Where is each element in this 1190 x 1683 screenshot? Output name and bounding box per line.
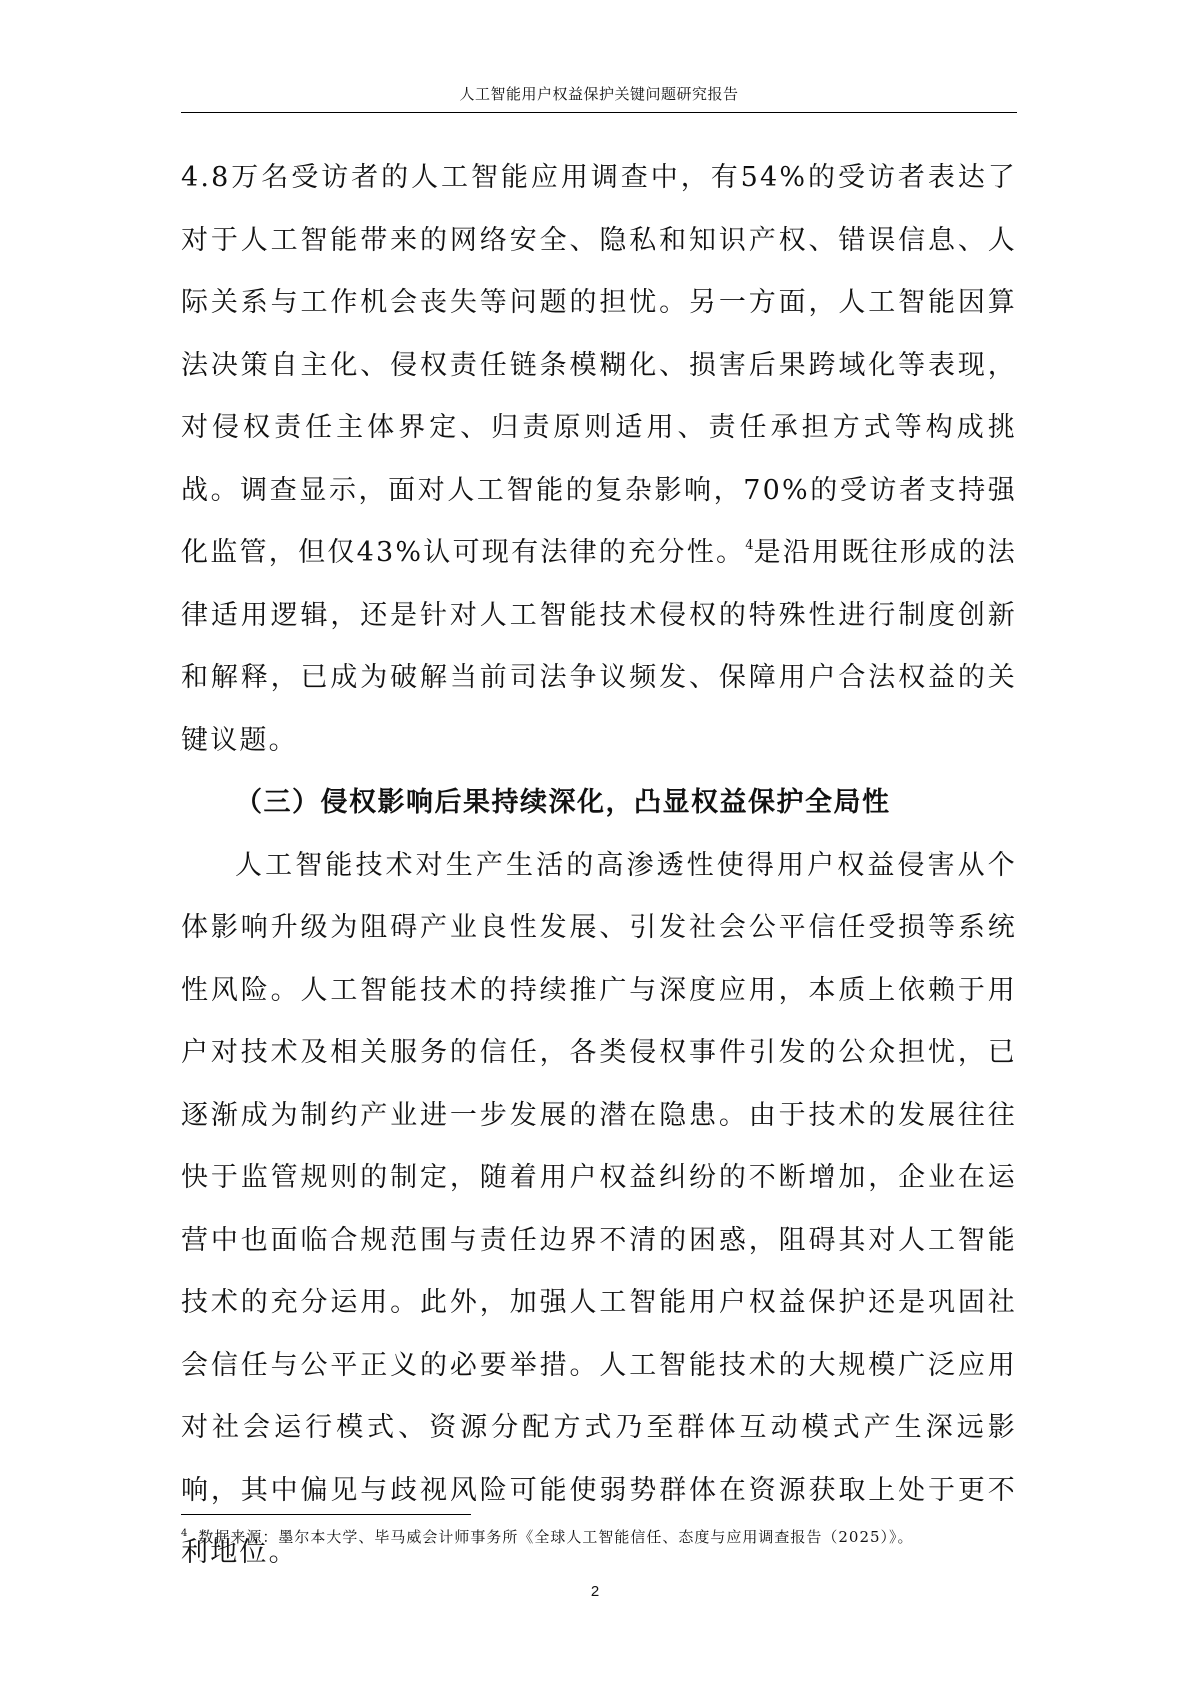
footnote-mark: 4 — [181, 1528, 189, 1539]
footnote-separator — [181, 1514, 471, 1515]
page-number: 2 — [590, 1583, 600, 1600]
body-paragraph — [181, 147, 1017, 772]
body-paragraph: 人工智能技术对生产生活的高渗透性使得用户权益侵害从个体影响升级为阻碍产业良性发展、引发社会公平信任受损等系统性风险。人工智能技术的持续推广与深度应用，本质上依赖于用户对技术及相关服务的信任，各类侵权事件引发的公众担忧，已逐渐成为制约产业进一步发展的潜在隐患。由于技术的发展往往快于监管规则的制定，随着用户权益纠纷的不断增加，企业在运营中也面临合规范围与责任边界不清的困惑，阻碍其对人工智能技术的充分运用。此外，加强人工智能用户权益保护还是巩固社会信任与公平正义的必要举措。人工智能技术的大规模广泛应用对社会运行模式、资源分配方式乃至群体互动模式产生深远影响，其中偏见与歧视风险可能使弱势群体在资源获取上处于更不利地位。 — [181, 849, 1017, 1568]
header-title: 人工智能用户权益保护关键问题研究报告 — [459, 85, 739, 103]
paragraph-text: 是沿用既往形成的法律适用逻辑，还是针对人工智能技术侵权的特殊性进行制度创新和解释，已成为破解当前司法争议频发、保障用户合法权益的关键议题。 — [181, 537, 1017, 756]
paragraph-text: 4.8万名受访者的人工智能应用调查中，有54%的受访者表达了对于人工智能带来的网络安全、隐私和知识产权、错误信息、人际关系与工作机会丧失等问题的担忧。另一方面，人工智能因算法决策自主化、侵权责任链条模糊化、损害后果跨域化等表现，对侵权责任主体界定、归责原则适用、责任承担方式等构成挑战。调查显示，面对人工智能的复杂影响，70%的受访者支持强化监管，但仅43%认可现有法律的充分性。 — [181, 162, 1017, 568]
section-heading: （三）侵权影响后果持续深化，凸显权益保护全局性 — [235, 787, 891, 818]
footnote — [181, 1526, 1017, 1548]
footnote-reference[interactable]: 4 — [745, 538, 754, 553]
page-header — [181, 84, 1017, 113]
footnote-text: 数据来源：墨尔本大学、毕马威会计师事务所《全球人工智能信任、态度与应用调查报告（2025）》。 — [198, 1528, 914, 1546]
page-content — [181, 147, 1017, 1585]
